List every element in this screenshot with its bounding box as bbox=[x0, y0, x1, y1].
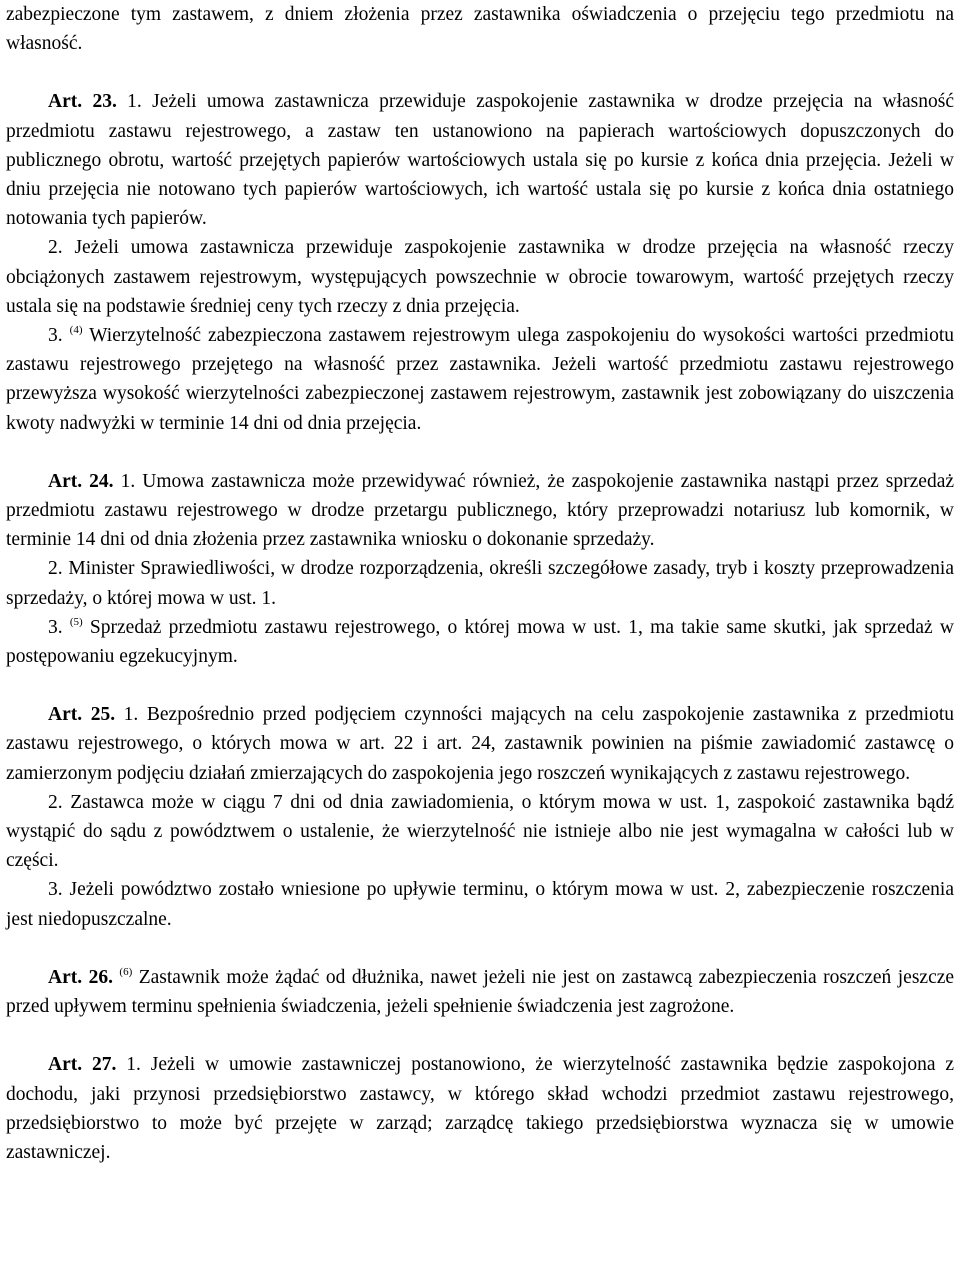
paragraph-number: 1. bbox=[123, 704, 139, 726]
paragraph-number: 2. bbox=[48, 558, 63, 580]
art-25-par-1: Art. 25. 1. Bezpośrednio przed podjęciem czynności mających na celu zaspokojenie zastawnika z przedmiotu zastawu rejestrowego, o których mowa w art. 22 i art. 24, zastawnik powinien na piśmie zawiadomić zastawcę o zamierzonym podjęciu działań zmierzających do zaspokojenia jego roszczeń wynikających z zastawu rejestrowego. bbox=[6, 704, 955, 784]
art-25-par-3: 3. Jeżeli powództwo zostało wniesione po upływie terminu, o którym mowa w ust. 2, zabezpieczenie roszczenia jest niedopuszczalne. bbox=[6, 879, 955, 930]
art-25-par-2: 2. Zastawca może w ciągu 7 dni od dnia zawiadomienia, o którym mowa w ust. 1, zaspokoić zastawnika bądź wystąpić do sądu z powództwem o ustalenie, że wierzytelność nie istnieje albo nie jest wymagalna w całości lub w części. bbox=[6, 791, 954, 872]
paragraph-number: 3. bbox=[48, 616, 63, 638]
article-heading: Art. 25. bbox=[48, 704, 116, 726]
art-23-par-1: Art. 23. 1. Jeżeli umowa zastawnicza przewiduje zaspokojenie zastawnika w drodze przejęcia na własność przedmiotu zastawu rejestrowego, a zastaw ten ustanowiono na papierach wartościowych dopuszczonych do publicznego obrotu, wartość przejętych papierów wartościowych ustala się po kursie z końca dnia przejęcia. Jeżeli w dniu przejęcia nie notowano tych papierów wartościowych, ich wartość ustala się po kursie z końca dnia ostatniego notowania tych papierów. bbox=[6, 91, 954, 230]
article-heading: Art. 26. bbox=[48, 966, 113, 988]
art-26: Art. 26. $^{(6)}$ Zastawnik może żądać od dłużnika, nawet jeżeli nie jest on zastawcą zabezpieczenia roszczeń jeszcze przed upływem terminu spełnienia świadczenia, jeżeli spełnienie świadczenia jest zagrożone. bbox=[6, 965, 955, 1018]
footnote-marker: (4) bbox=[69, 323, 83, 336]
paragraph-number: 2. bbox=[48, 237, 63, 259]
paragraph-number: 1. bbox=[127, 91, 142, 113]
article-heading: Art. 23. bbox=[48, 91, 117, 113]
article-heading: Art. 27. bbox=[48, 1054, 117, 1076]
art-23-par-3: 3. $^{(4)}$ Wierzytelność zabezpieczona zastawem rejestrowym ulega zaspokojeniu do wysokości wartości przedmiotu zastawu rejestrowego przejętego na własność przez zastawnika. Jeżeli wartość przedmiotu zastawu rejestrowego przewyższa wysokość wierzytelności zabezpieczonej zastawem rejestrowym, zastawnik jest zobowiązany do uiszczenia kwoty nadwyżki w terminie 14 dni od dnia przejęcia. bbox=[6, 323, 954, 434]
art-24-par-2: 2. Minister Sprawiedliwości, w drodze rozporządzenia, określi szczegółowe zasady, tryb i koszty przeprowadzenia sprzedaży, o której mowa w ust. 1. bbox=[6, 558, 954, 609]
paragraph-number: 3. bbox=[48, 325, 63, 347]
art-24-par-3: 3. $^{(5)}$ Sprzedaż przedmiotu zastawu rejestrowego, o której mowa w ust. 1, ma takie same skutki, jak sprzedaż w postępowaniu egzekucyjnym. bbox=[6, 615, 954, 668]
footnote-marker: (5) bbox=[69, 615, 83, 628]
art-27-par-1: Art. 27. 1. Jeżeli w umowie zastawniczej postanowiono, że wierzytelność zastawnika będzie zaspokojona z dochodu, jaki przynosi przedsiębiorstwo zastawcy, w którego skład wchodzi przedmiot zastawu rejestrowego, przedsiębiorstwo to może być przejęte w zarząd; zarządcę takiego przedsiębiorstwa wyznacza się w umowie zastawniczej. bbox=[6, 1054, 955, 1163]
footnote-marker: (6) bbox=[119, 965, 133, 978]
paragraph-number: 2. bbox=[48, 791, 63, 813]
paragraph-number: 1. bbox=[126, 1054, 141, 1076]
art-24-par-1: Art. 24. 1. Umowa zastawnicza może przewidywać również, że zaspokojenie zastawnika nastąpi przez sprzedaż przedmiotu zastawu rejestrowego w drodze przetargu publicznego, który przeprowadzi notariusz lub komornik, w terminie 14 dni od dnia złożenia przez zastawnika wniosku o dokonanie sprzedaży. bbox=[6, 470, 955, 551]
paragraph-number: 1. bbox=[120, 470, 136, 492]
continuation-paragraph: zabezpieczone tym zastawem, z dniem złożenia przez zastawnika oświadczenia o przejęciu tego przedmiotu na własność. bbox=[6, 4, 954, 55]
paragraph-number: 3. bbox=[48, 879, 63, 901]
art-23-par-2: 2. Jeżeli umowa zastawnicza przewiduje zaspokojenie zastawnika w drodze przejęcia na własność rzeczy obciążonych zastawem rejestrowym, występujących powszechnie w obrocie towarowym, wartość przejętych rzeczy ustala się na podstawie średniej ceny tych rzeczy z dnia przejęcia. bbox=[6, 237, 954, 317]
article-heading: Art. 24. bbox=[48, 470, 114, 492]
